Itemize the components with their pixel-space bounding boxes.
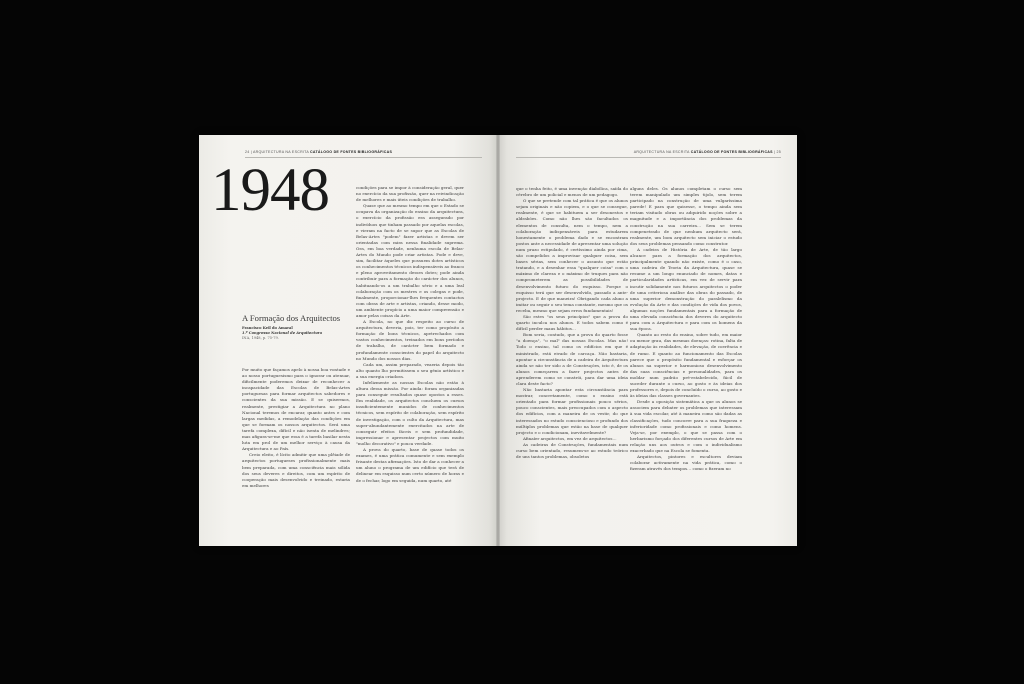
left-page-number: 24 [245, 150, 250, 154]
left-running-head: 24 | ARQUITECTURA NA ESCRITA CATÁLOGO DE FONTES BIBLIOGRÁFICAS [245, 150, 393, 154]
paragraph: A Escola, no que diz respeito ao curso de arquitectura, deveria, pois, ter como propósito a formação de bons técnicos, apetrechados com vastos conhecimentos, treinados em bons períodos de trabalho, de carácter bem formado e profundamente conscientes do papel do arquitecto no Mundo dos nossos dias. [356, 319, 464, 361]
paragraph: condições para se impor à consideração geral, quer no exercício da sua profissão, quer na reivindicação de melhores e mais úteis condições de trabalho. [356, 185, 464, 203]
right-page [498, 135, 797, 546]
paragraph: que o tenha feito, é uma invenção diabólica, saída do cérebro de um policial e menos de um pedagogo. [516, 186, 628, 198]
author-name: Francisco Keil do Amaral [242, 326, 293, 330]
paragraph: São estes "os seus princípios" que a prova do quarto inculca nos alunos. E todos sabem como é difícil perder maus hábitos… [516, 313, 628, 332]
article-byline [242, 326, 352, 340]
spine-gutter [496, 135, 500, 546]
paragraph: As cadeiras de Construções, fundamentais num curso bem orientado, resumem-se ao estudo teórico de uns tantos problemas, obsoletos [516, 441, 628, 460]
source-reference: INA, 1948, p. 75-79. [242, 335, 279, 340]
magazine-spread [199, 135, 797, 546]
paragraph: Infelizmente as nossas Escolas não estão à altura dessa missão. Por ainda: foram organizadas para conseguir resultados quase opostos a esses. Em realidade, os arquitectos concluem os cursos insuficientemente munidos de conhecimentos técnicos, sem espírito de colaboração, sem espírito de investigação, com o culto da Arquitectura, mas super-abundantemente exercitados na arte de conseguir efeitos fáceis e sem profundidade, impressionar e apresentar projectos com muito "molho decorativo" e pouca verdade. [356, 380, 464, 446]
right-column-1 [516, 186, 628, 506]
left-page [199, 135, 498, 546]
year-heading: 1948 [211, 157, 329, 224]
paragraph: Creio eleito, é lícito admitir que uma plêiade de arquitectos portugueses profissionalmente mais bem preparada, com uma consciência mais sólida dos seus deveres e direitos, com um espírito de cooperação mais desenvolvido e treinado, estaria em melhores [242, 452, 350, 488]
paragraph: Cada um, assim preparado, veaeria depois tão alto quanto lho permitissem o seu génio artístico e a sua energia criadora. [356, 361, 464, 379]
paragraph: O que se pretende com tal prática é que os alunos sejam originais e não copiem, e o que se consegue, realmente, é que se habituem a ser desonestos e aldrabões. Como não lhes são facultados os elementos de consulta, nem o tempo, nem a colaboração indispensáveis para estudarem honestamente o problema dado e se encontram postos ante a necessidade de apresentar uma solução num prazo estipulado, é certíssimo ainda por cima, são compelidos a improvisar qualquer coisa, sem bases sérias, sem conhecer o assunto que estão tratando, e a desenhar essa "qualquer coisa" com o máximo de clareza e o máximo de truques para não comprometerem as possibilidades de desenvolvimento futuro do esquisso. Porque o esquisso terá que ser desenvolvido, passado a ante-projecto. E de que maneira! Obrigando cada aluno a imitar ou seguir o seu tema constante, mesmo que os receba, mesmo que sejam erros fundamentais! [516, 198, 628, 313]
left-column-2 [356, 185, 464, 508]
article-title: A Formação dos Arquitectos [242, 313, 341, 323]
paragraph: Bom seria, contudo, que a prova do quarto fosse "a doença", "o mal" das nossas Escolas. Mas não! Todo o ensino, tal como os edifícios em que é ministrado, está eivado de carcaça. Não bastaria, apontar a circunstância de a cadeira de Arquitectura ainda se não ter sido a de Construções, isto é, de os alunos começarem a fazer projectos antes de aprenderem como se constrói, para dar uma ideia clara deste facto? [516, 332, 628, 386]
paragraph: Por muito que façamos apelo à nossa boa vontade e ao nosso portuguesismo para o ignorar ou atenuar, dificilmente poderemos deixar de reconhecer a incapacidade das Escolas de Belas-Artes portuguesas para formar arquitectos sabedores e conscientes da sua missão. E se quisermos, realmente, prestigiar a Arquitectura no plano Nacional teremos de encarar, quanto antes e com largas medidas, a remodelação das condições em que se formam os nossos arquitectos. Será uma tarefa complexa, difícil e não isenta de melindres; mas afigura-se-me que essa é a tarefa basilar nesta luta em prol de um melhor serviço à causa da Arquitectura e ao País. [242, 367, 350, 452]
right-column-2 [630, 186, 742, 508]
paragraph: Desde a oposição sistemática a que os alunos se associem para debater os problemas que interessam à sua vida escolar, até à maneira como são dadas as classificações, tudo concorre para a sua fraqueza e inferioridade como profissionais e como homens. Veja-se, por exemplo, o que se passa com o herbarismo forçado dos diferentes cursos de Arte em relação uns aos outros e com o individualismo exacerbado que na Escola se fomenta. [630, 399, 742, 454]
left-column-1 [242, 367, 350, 539]
paragraph: A cadeira de História de Arte, de tão largo alcance para a formação dos arquitectos, principalmente quando não existe, como é o caso, uma cadeira de Teoria da Arquitectura, quase se resume a um longo enunciado de nomes, datas e particularidades artísticas, em vez de servir para incutir solidamente nos futuros arquitectos o poder de uma criteriosa análise das obras do passado, de uma superior demonstração do paralelismo da evolução da Arte e das condições de vida dos povos, algumas noções fundamentais para a formação de uma elevada consciência dos deveres do arquitecto para com a Arquitectura e para com os homens da sua época. [630, 246, 742, 332]
paragraph: Não bastaria apontar esta circunstância para mostrar, concretamente, como o ensino está orientado para formar profissionais pouco sérios, pouco conscientes, mais preocupados com o aspecto dos edifícios, com a maneira de os vestir, do que interessados no estudo consciencioso e profundo dos múltiplos problemas que estão na base de qualquer projecto e o condicionam, inevitavelmente? [516, 387, 628, 435]
right-running-head: ARQUITECTURA NA ESCRITA CATÁLOGO DE FONTES BIBLIOGRÁFICAS | 25 [633, 150, 781, 154]
source-title: 1.º Congresso Nacional de Arquitectura [242, 330, 323, 335]
left-catalog-title: CATÁLOGO DE FONTES BIBLIOGRÁFICAS [310, 150, 393, 154]
right-catalog-title: CATÁLOGO DE FONTES BIBLIOGRÁFICAS [690, 150, 773, 154]
left-series-title: ARQUITECTURA NA ESCRITA [252, 150, 309, 154]
right-series-title: ARQUITECTURA NA ESCRITA [633, 150, 690, 154]
paragraph: Afinaíer arquitectos, em vez de arquitectos… [523, 435, 617, 441]
paragraph: Arquitectos, pintores e escultores deviam colaborar activamente na vida prática, como o fizeram através dos tempos… como o fizeram no [630, 454, 742, 472]
paragraph: alguns deles. Os alunos completam o curso sem terem manipulado um simples tijolo, sem terem participado na construção de uma vulgaríssima parede! E para que quisesse, o tempo ainda sem teriam visitado obras ou adquirido noções sobre a magnitude e a importância dos problemas da construção na sua carreira… Sem se terem compenetrado de que nenhum arquitecto será, realmente, um bom arquitecto sem iniciar o estudo dos seus problemas pensando como construtor. [630, 186, 742, 246]
right-header-rule [516, 157, 781, 158]
paragraph: A prova do quarto, base de quase todos os exames, é uma prática comumente e sem exemplo frisante destas afirmações. Isto de dar a conhecer a um aluno o programa de um edifício que terá de delinear em esquisso num certo número de horas e de o fechar, logo em seguida, num quarto, até [356, 447, 464, 483]
paragraph: Quase que ao mesmo tempo em que o Estado se ocupava da organização do ensino da arquitectura, o exercício da profissão era assegurado por indivíduos que tinham passado por aquelas escolas, e vieram na facto de se supor que as Escolas de Belas-Artes "podem" fazer artistas e devem ser orientadas com mira nessa finalidade suprema. Ora, em boa verdade, nenhuma escola de Belas-Artes do Mundo pode criar artistas. Pode e deve, sim, facilitar àqueles que possuem dotes artísticos os conhecimentos técnicos indispensáveis ao franco e pleno aproveitamento desses dotes; pode ainda contribuir para a formação do carácter dos alunos, habituando-os a um trabalho sério e a uma leal colaboração com os mestres e os colegas e pode, finalmente, proporcionar-lhes frequentes contactos com obras de arte e artistas, criando, desse modo, um ambiente propício a uma maior compreensão e amor pelas coisas da Arte. [356, 203, 464, 318]
right-page-number: 25 [776, 150, 781, 154]
paragraph: Quanto ao resto do ensino, sobre tudo, em maior ou menor grau, das mesmas doenças: rotina, falta de adaptação às realidades, de elevação, de coerência e de rumo. E quanto ao funcionamento das Escolas parece que o propósito fundamental e esforçar os alunos na superior e harmonioso desenvolvimento das suas consciências e personalidades, para os moldar num padrão pré-estabelecido, fácil de suceder durante o curso, ao gosto e às ideias dos professores e, depois de concluído o curso, ao gosto e às ideias das classes governantes. [630, 332, 742, 399]
